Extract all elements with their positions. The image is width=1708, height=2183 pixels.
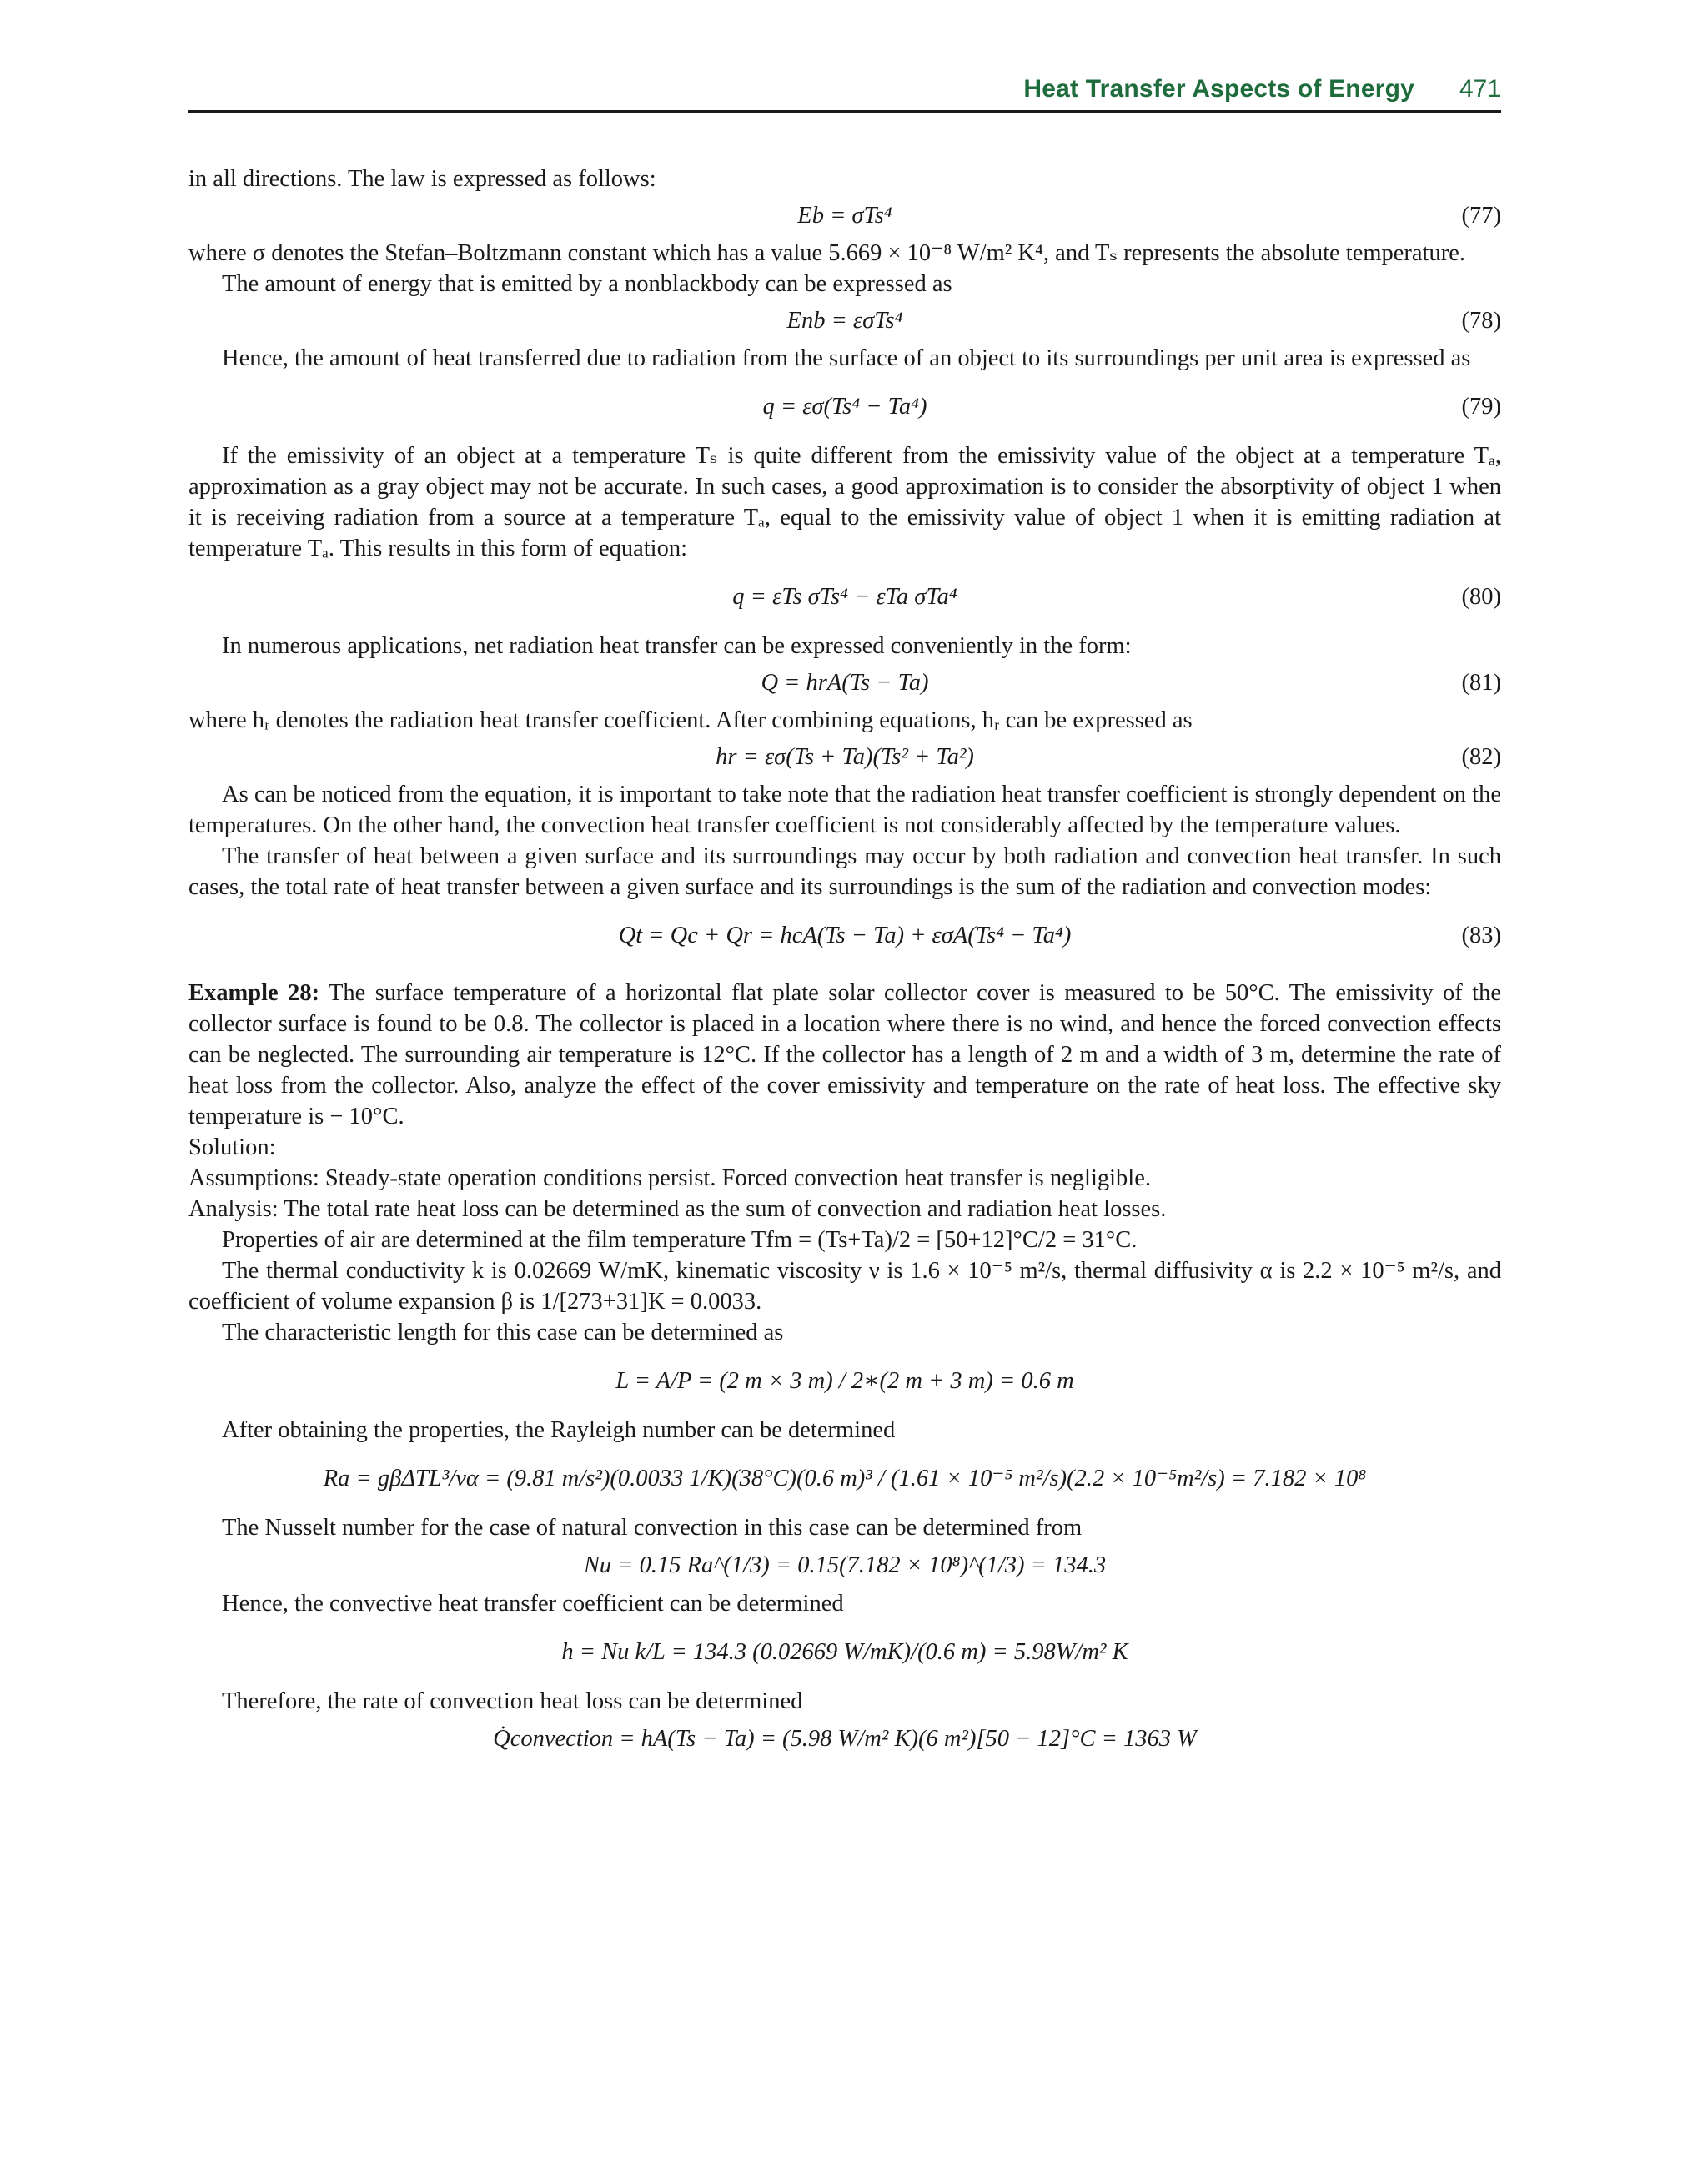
paragraph: in all directions. The law is expressed as follows: xyxy=(188,166,656,192)
paragraph: Hence, the amount of heat transferred due to radiation from the surface of an object to its surroundings per unit area is expressed as xyxy=(222,345,1471,371)
page-body xyxy=(188,163,1501,1762)
solution-heading: Solution: xyxy=(188,1134,276,1160)
equation-math: Enb = εσTs⁴ xyxy=(786,308,903,334)
paragraph: In numerous applications, net radiation heat transfer can be expressed conveniently in the form: xyxy=(222,633,1132,659)
equation-number: (79) xyxy=(1461,394,1501,420)
equation-number: (83) xyxy=(1461,923,1501,948)
example-text: The surface temperature of a horizontal flat plate solar collector cover is measured to be 50°C. The emissivity of the collector surface is found to be 0.8. The collector is placed in a location where there is no wind, and hence the forced convection effects can be neglected. The surrounding air temperature is 12°C. If the collector has a length of 2 m and a width of 3 m, determine the rate of heat loss from the collector. Also, analyze the effect of the cover emissivity and temperature on the rate of heat loss. The effective sky temperature is − 10°C. xyxy=(188,980,1501,1129)
equation-number: (81) xyxy=(1461,670,1501,696)
equation-79 xyxy=(188,374,1501,440)
paragraph: If the emissivity of an object at a temperature Tₛ is quite different from the emissivity value of the object at a temperature Tₐ, approximation as a gray object may not be accurate. In such cases, a good approximation is to consider the absorptivity of object 1 when it is receiving radiation from a source at a temperature Tₐ, equal to the emissivity value of object 1 when it is emitting radiation at temperature Tₐ. This results in this form of equation: xyxy=(188,443,1501,561)
equation-number: (80) xyxy=(1461,584,1501,610)
equation-83 xyxy=(188,903,1501,969)
equation-math: Eb = σTs⁴ xyxy=(797,203,892,229)
heat-transfer-coefficient-equation: h = Nu k/L = 134.3 (0.02669 W/mK)/(0.6 m) = 5.98W/m² K xyxy=(561,1639,1128,1665)
paragraph: After obtaining the properties, the Rayleigh number can be determined xyxy=(222,1417,896,1443)
air-properties: The thermal conductivity k is 0.02669 W/mK, kinematic viscosity ν is 1.6 × 10⁻⁵ m²/s, thermal diffusivity α is 2.2 × 10⁻⁵ m²/s, and coefficient of volume expansion β is 1/[273+31]K = 0.0033. xyxy=(188,1258,1501,1315)
equation-math: q = εσ(Ts⁴ − Ta⁴) xyxy=(762,394,927,420)
paragraph: The amount of energy that is emitted by a nonblackbody can be expressed as xyxy=(222,271,952,297)
paragraph: where σ denotes the Stefan–Boltzmann constant which has a value 5.669 × 10⁻⁸ W/m² K⁴, and Tₛ represents the absolute temperature. xyxy=(188,240,1465,266)
header-title: Heat Transfer Aspects of Energy xyxy=(1023,75,1414,103)
characteristic-length-equation: L = A/P = (2 m × 3 m) / 2∗(2 m + 3 m) = 0.6 m xyxy=(615,1368,1074,1394)
equation-78 xyxy=(188,299,1501,343)
equation-number: (78) xyxy=(1461,308,1501,334)
equation-math: Q = hrA(Ts − Ta) xyxy=(761,670,929,696)
equation-82 xyxy=(188,736,1501,779)
example-label: Example 28: xyxy=(188,980,320,1006)
equation-number: (77) xyxy=(1461,203,1501,229)
example-statement xyxy=(188,978,1501,1132)
convection-heat-loss-equation: Q̇convection = hA(Ts − Ta) = (5.98 W/m² K)(6 m²)[50 − 12]°C = 1363 W xyxy=(493,1726,1197,1752)
paragraph: As can be noticed from the equation, it is important to take note that the radiation heat transfer coefficient is strongly dependent on the temperatures. On the other hand, the convection heat transfer coefficient is not considerably affected by the temperature values. xyxy=(188,782,1501,838)
equation-math: hr = εσ(Ts + Ta)(Ts² + Ta²) xyxy=(716,744,974,770)
equation-81 xyxy=(188,661,1501,705)
paragraph: Hence, the convective heat transfer coefficient can be determined xyxy=(222,1591,844,1617)
running-header xyxy=(188,73,1501,113)
paragraph: The characteristic length for this case can be determined as xyxy=(222,1320,784,1346)
equation-math: q = εTs σTs⁴ − εTa σTa⁴ xyxy=(732,584,957,610)
paragraph: The Nusselt number for the case of natural convection in this case can be determined from xyxy=(222,1515,1083,1541)
paragraph: The transfer of heat between a given surface and its surroundings may occur by both radiation and convection heat transfer. In such cases, the total rate of heat transfer between a given surface and its surroundings is the sum of the radiation and convection modes: xyxy=(188,843,1501,900)
rayleigh-equation: Ra = gβΔTL³/να = (9.81 m/s²)(0.0033 1/K)(38°C)(0.6 m)³ / (1.61 × 10⁻⁵ m²/s)(2.2 × 10⁻⁵m²/s) = 7.182 × 10⁸ xyxy=(323,1466,1367,1491)
equation-number: (82) xyxy=(1461,744,1501,770)
analysis: Analysis: The total rate heat loss can be determined as the sum of convection and radiation heat losses. xyxy=(188,1196,1167,1222)
assumptions: Assumptions: Steady-state operation conditions persist. Forced convection heat transfer is negligible. xyxy=(188,1165,1151,1191)
paragraph: where hᵣ denotes the radiation heat transfer coefficient. After combining equations, hᵣ can be expressed as xyxy=(188,707,1193,733)
equation-77 xyxy=(188,194,1501,238)
nusselt-equation: Nu = 0.15 Ra^(1/3) = 0.15(7.182 × 10⁸)^(1/3) = 134.3 xyxy=(583,1552,1107,1578)
equation-math: Qt = Qc + Qr = hcA(Ts − Ta) + εσA(Ts⁴ − Ta⁴) xyxy=(618,923,1072,948)
film-temperature: Properties of air are determined at the film temperature Tfm = (Ts+Ta)/2 = [50+12]°C/2 = 31°C. xyxy=(222,1227,1138,1253)
equation-80 xyxy=(188,564,1501,631)
page-number: 471 xyxy=(1459,75,1501,103)
paragraph: Therefore, the rate of convection heat loss can be determined xyxy=(222,1688,803,1714)
